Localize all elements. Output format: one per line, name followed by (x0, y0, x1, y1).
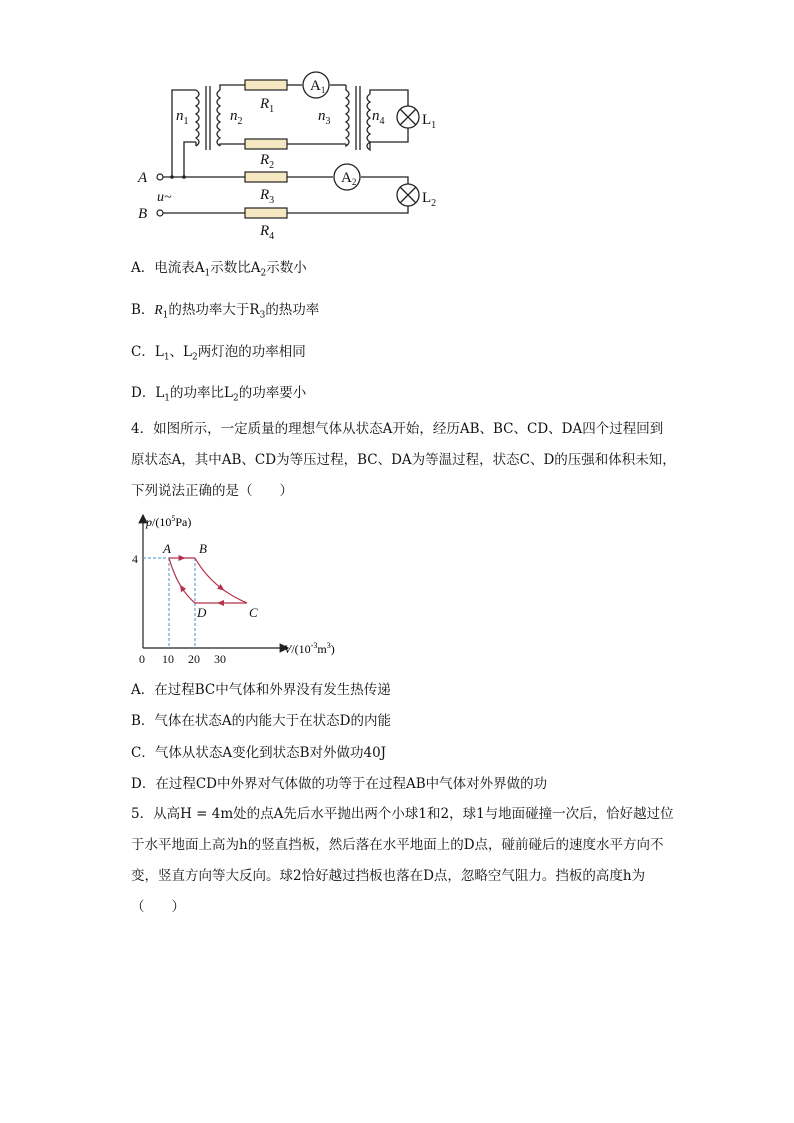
q4-option-c: C．气体从状态A变化到状态B对外做功40J (131, 745, 387, 761)
svg-text:n1: $n_1$ (176, 108, 189, 127)
svg-text:n4: $n_4$ (372, 108, 385, 127)
svg-text:L1: $L_1$ (422, 112, 437, 131)
svg-text:R3: $R_3$ (260, 187, 275, 206)
process-bc (195, 558, 247, 603)
svg-text:L2: $L_2$ (422, 190, 437, 209)
q5-stem: 5．从高H = 4m处的点A先后水平抛出两个小球1和2，球1与地面碰撞一次后，恰好越过位于水平地面上高为h的竖直挡板，然后落在水平地面上的D点，碰前碰后的速度水平方向不变，竖直方向等大反向。球2恰好越过挡板也落在D点，忽略空气阻力。挡板的高度h为（ ） (131, 806, 674, 915)
arrow-bc (221, 588, 222, 589)
svg-text:R4: $R_4$ (260, 223, 275, 242)
x-tick-20: 20 (188, 652, 200, 666)
y-tick-4: 4 (132, 552, 138, 566)
svg-text:A1: $A_1$ (310, 78, 326, 95)
point-label-b: B (199, 541, 207, 556)
point-label-a: A (163, 541, 171, 556)
process-da (169, 558, 195, 603)
svg-text:A2: $A_2$ (341, 170, 357, 187)
source-label: u~ (157, 190, 172, 205)
q4-stem: 4．如图所示，一定质量的理想气体从状态A开始，经历AB、BC、CD、DA四个过程回到原状态A，其中AB、CD为等压过程，BC、DA为等温过程，状态C、D的压强和体积未知，下列说法正确的是（ ） (131, 421, 676, 499)
q3-option-d: D．$L_1$的功率比$L_2$的功率要小 (131, 385, 307, 404)
point-label-c: C (249, 605, 258, 620)
pv-chart (128, 510, 368, 670)
terminal-b-label: B (138, 206, 148, 222)
svg-text:n2: $n_2$ (230, 108, 243, 127)
terminal-a-label: A (138, 170, 148, 186)
q3-option-c: C．$L_1$、$L_2$两灯泡的功率相同 (131, 344, 306, 363)
x-axis-label: $V/(10^{-3}m^3)$ (284, 641, 335, 656)
q3-option-b: B．$R_1$的热功率大于$R_3$的热功率 (131, 302, 320, 321)
y-axis-label: $p/(10^5Pa)$ (146, 514, 192, 529)
svg-text:R1: $R_1$ (260, 96, 275, 115)
x-tick-10: 10 (162, 652, 174, 666)
q4-option-a: A．在过程BC中气体和外界没有发生热传递 (131, 682, 391, 698)
point-label-d: D (197, 605, 207, 620)
x-tick-0: 0 (139, 652, 145, 666)
x-tick-30: 30 (214, 652, 226, 666)
arrow-da (181, 587, 182, 588)
svg-text:R2: $R_2$ (260, 152, 275, 171)
svg-text:n3: $n_3$ (318, 108, 331, 127)
q4-option-b: B．气体在状态A的内能大于在状态D的内能 (131, 713, 391, 729)
q4-option-d: D．在过程CD中外界对气体做的功等于在过程AB中气体对外界做的功 (131, 776, 548, 792)
circuit-diagram (130, 60, 450, 245)
q3-option-a: A．电流表$A_1$示数比$A_2$示数小 (131, 260, 307, 279)
